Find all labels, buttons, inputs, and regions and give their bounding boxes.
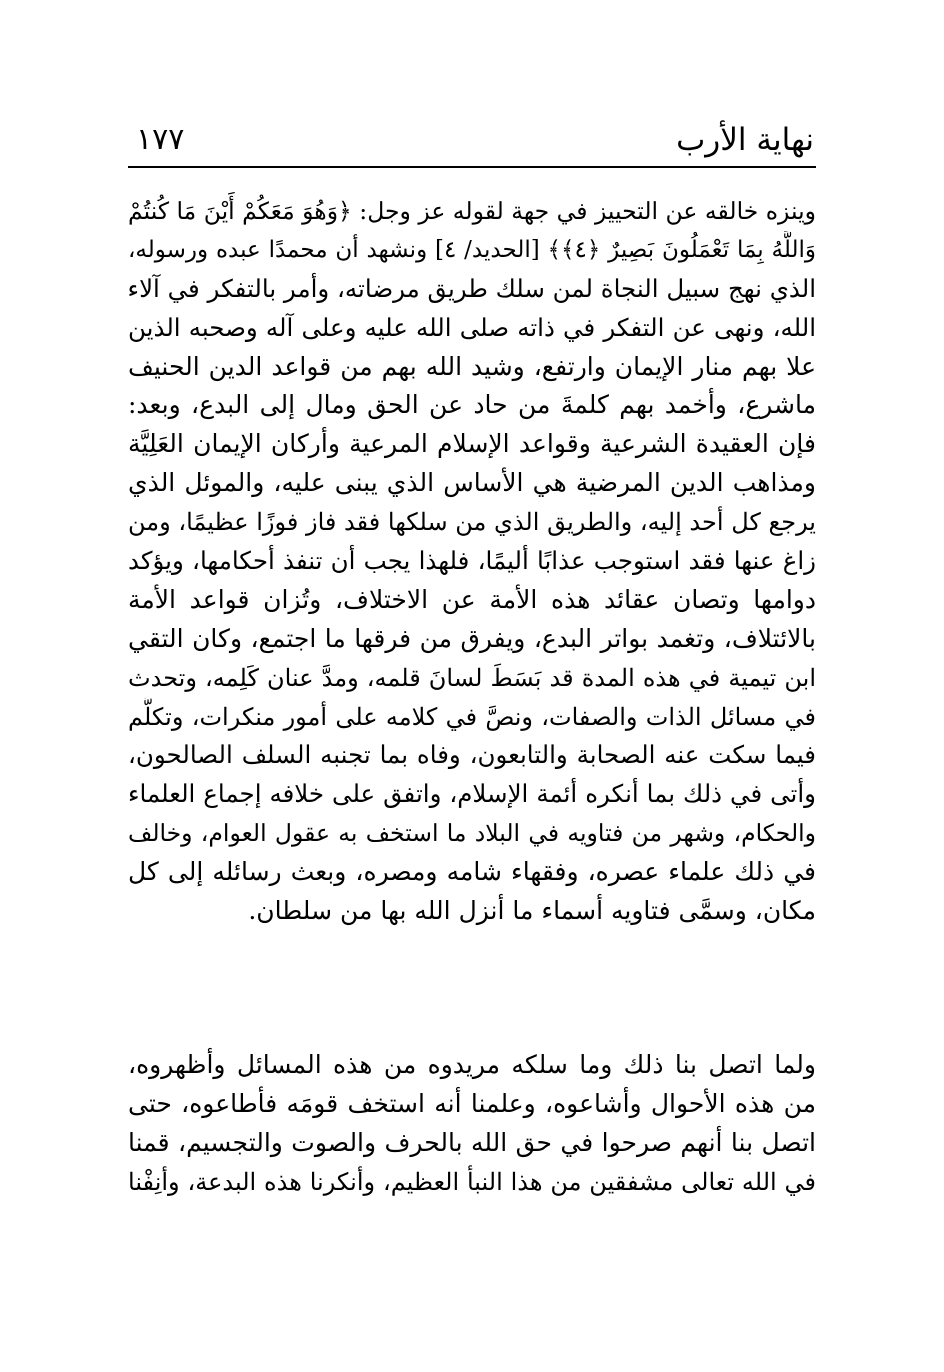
text-line: في مسائل الذات والصفات، ونصَّ في كلامه على أمور منكرات، وتكلَّم	[128, 702, 816, 731]
text-line: ولما اتصل بنا ذلك وما سلكه مريدوه من هذه المسائل وأظهروه،	[128, 1050, 816, 1079]
text-line: علا بهم منار الإيمان وارتفع، وشيد الله بهم من قواعد الدين الحنيف	[128, 351, 816, 381]
text-line: ابن تيمية في هذه المدة قد بَسَطَ لسانَ قلمه، ومدَّ عنان كَلِمه، وتحدث	[128, 663, 816, 692]
text-line: وينزه خالقه عن التحييز في جهة لقوله عز وجل: ﴿وَهُوَ مَعَكُمْ أَيْنَ مَا كُنتُمْ	[128, 197, 816, 225]
header-rule	[128, 166, 816, 168]
paragraph-1	[128, 192, 816, 931]
text-line: الله، ونهى عن التفكر في ذاته صلى الله عليه وعلى آله وصحبه الذين	[128, 312, 816, 342]
text-line: وأتى في ذلك بما أنكره أئمة الإسلام، واتفق على خلافه إجماع العلماء	[128, 779, 816, 809]
text-line: يرجع كل أحد إليه، والطريق الذي من سلكها فقد فاز فوزًا عظيمًا، ومن	[128, 508, 816, 537]
text-line: من هذه الأحوال وأشاعوه، وعلمنا أنه استخف قومَه فأطاعوه، حتى	[128, 1088, 816, 1118]
text-line: اتصل بنا أنهم صرحوا في حق الله بالحرف والصوت والتجسيم، قمنا	[128, 1127, 816, 1157]
text-line: الذي نهج سبيل النجاة لمن سلك طريق مرضاته، وأمر بالتفكر في آلاء	[128, 273, 816, 303]
text-line: ومذاهب الدين المرضية هي الأساس الذي يبنى عليه، والموئل الذي	[128, 468, 816, 498]
text-line: في ذلك علماء عصره، وفقهاء شامه ومصره، وبعث رسائله إلى كل	[128, 857, 816, 887]
page-number: ١٧٧	[136, 122, 185, 157]
book-title: نهاية الأرب	[676, 122, 814, 158]
text-line: وَاللَّهُ بِمَا تَعْمَلُونَ بَصِيرٌ ﴿٤﴾﴾ [الحديد/ ٤] ونشهد أن محمدًا عبده ورسوله،	[128, 236, 816, 263]
paragraph-2	[128, 1046, 816, 1202]
text-line: دوامها وتصان عقائد هذه الأمة عن الاختلاف، وتُزان قواعد الأمة	[128, 584, 816, 614]
text-line: والحكام، وشهر من فتاويه في البلاد ما استخف به عقول العوام، وخالف	[128, 819, 816, 848]
text-line: زاغ عنها فقد استوجب عذابًا أليمًا، فلهذا يجب أن تنفذ أحكامها، ويؤكد	[128, 546, 816, 576]
text-line: ماشرع، وأخمد بهم كلمةَ من حاد عن الحق ومال إلى البدع، وبعد:	[128, 390, 816, 420]
text-line: فيما سكت عنه الصحابة والتابعون، وفاه بما تجنبه السلف الصالحون،	[128, 740, 816, 770]
running-header	[128, 120, 814, 160]
text-line: فإن العقيدة الشرعية وقواعد الإسلام المرعية وأركان الإيمان العَلِيَّة	[128, 429, 816, 459]
text-line: مكان، وسمَّى فتاويه أسماء ما أنزل الله بها من سلطان.	[248, 896, 816, 926]
text-line: بالائتلاف، وتغمد بواتر البدع، ويفرق من فرقها ما اجتمع، وكان التقي	[128, 623, 816, 653]
text-line: في الله تعالى مشفقين من هذا النبأ العظيم، وأنكرنا هذه البدعة، وأنِفْنا	[128, 1167, 816, 1196]
